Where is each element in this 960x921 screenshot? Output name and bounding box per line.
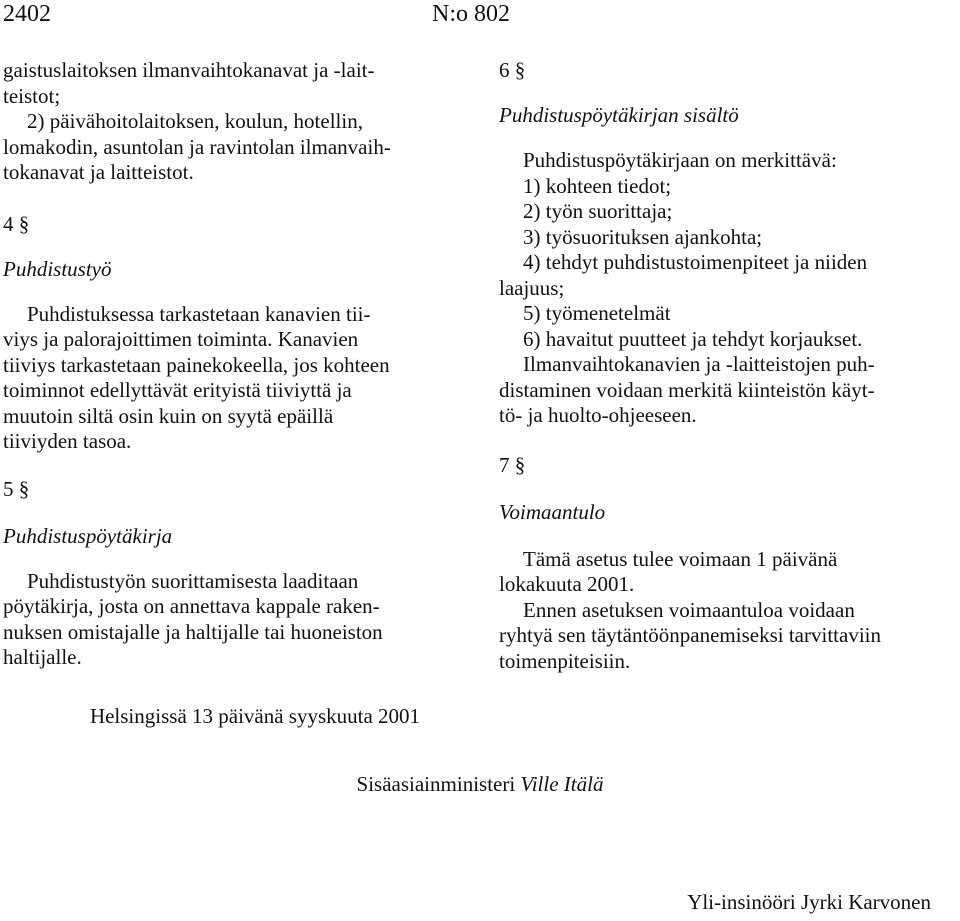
section-title: Puhdistuspöytäkirja xyxy=(3,523,173,548)
minister-name: Ville Itälä xyxy=(520,772,604,796)
list-item: laajuus; xyxy=(499,275,565,300)
text-line: Puhdistustyön suorittamisesta laaditaan xyxy=(27,568,359,593)
text-line: tokanavat ja laitteistot. xyxy=(3,160,194,184)
text-line: muutoin siltä osin kuin on syytä epäillä xyxy=(3,403,334,428)
minister-signature xyxy=(0,771,960,797)
document-number: N:o 802 xyxy=(432,1,510,27)
text-line: ryhtyä sen täytäntöönpanemiseksi tarvittaviin xyxy=(499,623,881,647)
text-line: toimenpiteisiin. xyxy=(499,648,631,673)
official-signature: Yli-insinööri Jyrki Karvonen xyxy=(687,890,931,914)
list-item: 6) havaitut puutteet ja tehdyt korjaukset. xyxy=(523,326,863,351)
text-line: tö- ja huolto-ohjeeseen. xyxy=(499,403,697,427)
text-line: Ilmanvaihtokanavien ja -laitteistojen puh- xyxy=(523,352,875,376)
section-title: Puhdistustyö xyxy=(3,256,112,281)
section-number: 6 § xyxy=(499,58,526,82)
text-line: tiiviys tarkastetaan painekokeella, jos kohteen xyxy=(3,352,390,377)
text-line: Puhdistuspöytäkirjaan on merkittävä: xyxy=(523,148,837,172)
section-number: 4 § xyxy=(3,211,30,236)
list-item: 5) työmenetelmät xyxy=(523,301,671,325)
list-item: 1) kohteen tiedot; xyxy=(523,173,672,198)
section-number: 7 § xyxy=(499,452,526,477)
left-column xyxy=(3,58,461,671)
text-line: Tämä asetus tulee voimaan 1 päivänä xyxy=(523,546,838,571)
right-column xyxy=(499,58,957,674)
section-title: Voimaantulo xyxy=(499,499,606,524)
text-line: gaistuslaitoksen ilmanvaihtokanavat ja -lait- xyxy=(3,58,375,82)
text-line: viys ja palorajoittimen toiminta. Kanavien xyxy=(3,327,359,351)
minister-title: Sisäasiainministeri xyxy=(356,772,516,796)
text-line: distaminen voidaan merkitä kiinteistön käyt- xyxy=(499,377,875,402)
continued-list xyxy=(3,58,461,186)
text-line: toiminnot edellyttävät erityistä tiiviyttä ja xyxy=(3,378,352,402)
signing-place-date: Helsingissä 13 päivänä syyskuuta 2001 xyxy=(89,704,421,728)
section-6-body xyxy=(499,148,957,429)
text-line: pöytäkirja, josta on annettava kappale raken- xyxy=(3,594,380,618)
section-number: 5 § xyxy=(3,476,30,501)
list-item: 3) työsuorituksen ajankohta; xyxy=(523,224,763,249)
text-line: tiiviyden tasoa. xyxy=(3,429,132,453)
text-line: Puhdistuksessa tarkastetaan kanavien tii- xyxy=(27,301,371,326)
text-line: 2) päivähoitolaitoksen, koulun, hotellin, xyxy=(27,109,363,133)
page-number: 2402 xyxy=(3,1,51,27)
section-title: Puhdistuspöytäkirjan sisältö xyxy=(499,103,739,127)
section-7-body xyxy=(499,547,957,675)
text-line: lomakodin, asuntolan ja ravintolan ilmanvaih- xyxy=(3,134,391,159)
list-item: 2) työn suorittaja; xyxy=(523,199,673,223)
text-line: haltijalle. xyxy=(3,645,82,669)
section-5-body xyxy=(3,569,461,671)
list-item: 4) tehdyt puhdistustoimenpiteet ja niiden xyxy=(523,250,868,274)
text-line: nuksen omistajalle ja haltijalle tai huoneiston xyxy=(3,619,383,644)
text-line: Ennen asetuksen voimaantuloa voidaan xyxy=(523,597,855,622)
section-4-body xyxy=(3,302,461,455)
text-line: lokakuuta 2001. xyxy=(499,572,635,596)
text-line: teistot; xyxy=(3,83,61,108)
